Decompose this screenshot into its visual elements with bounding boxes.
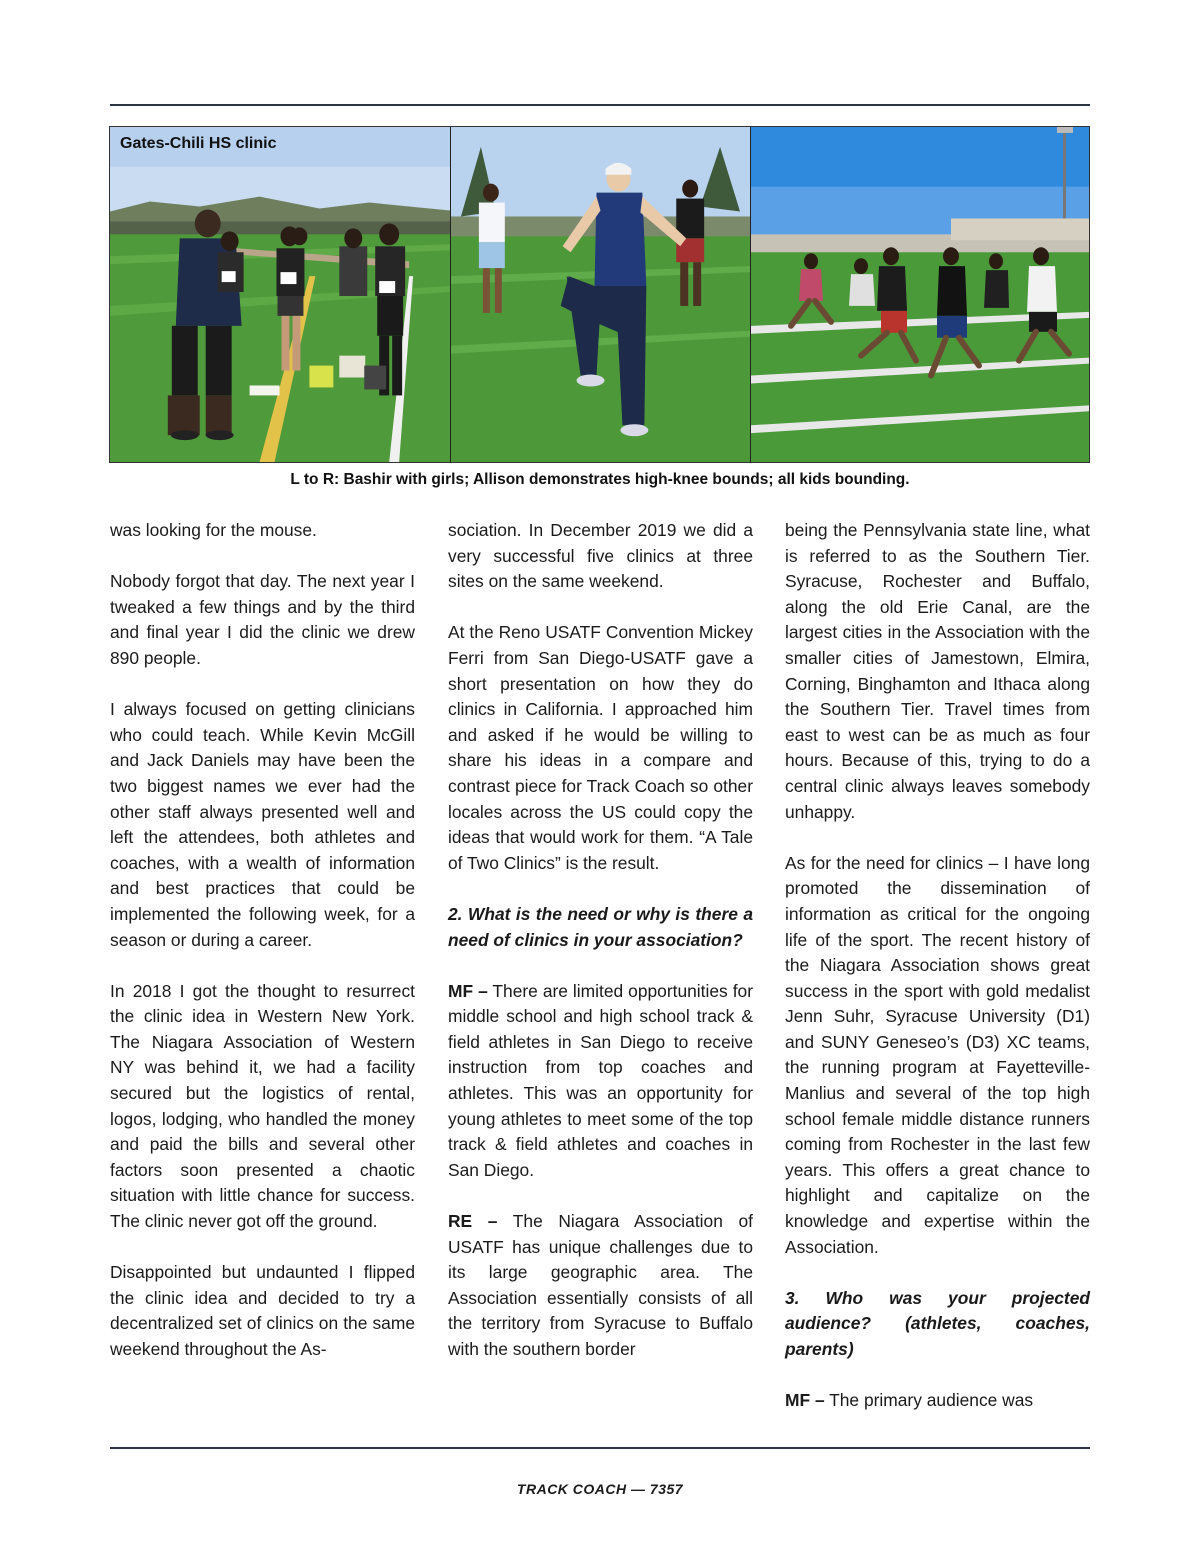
paragraph: As for the need for clinics – I have long promoted the dissemination of information as critical for the ongoing life of the sport. The recent history of the Niagara Association shows great success in the sport with gold medalist Jenn Suhr, Syracuse University (D1) and SUNY Geneseo’s (D3) XC teams, the running program at Fayetteville-Manlius and several of the top high school female middle distance runners coming from Rochester in the last few years. This offers a great chance to highlight and capitalize on the knowledge and expertise within the Association. xyxy=(785,852,1090,1257)
photo-label: Gates-Chili HS clinic xyxy=(120,135,277,152)
photo-allison-high-knee xyxy=(451,127,751,462)
interview-question: 2. What is the need or why is there a need of clinics in your association? xyxy=(448,903,753,950)
answer-paragraph xyxy=(448,979,753,1184)
paragraph: Disappointed but undaunted I flipped the clinic idea and decided to try a decentralized set of clinics on the same weekend throughout the As- xyxy=(110,1262,415,1359)
answer-text: The Niagara Association of USATF has unique challenges due to its large geographic area. The Association essentially consists of all the territory from Syracuse to Buffalo with the southern border xyxy=(448,1211,753,1359)
photo-kids-image xyxy=(751,127,1089,462)
answer-text: The primary audience was xyxy=(824,1390,1034,1411)
bottom-rule xyxy=(110,1447,1090,1449)
answer-paragraph xyxy=(785,1388,1090,1414)
answer-text: There are limited opportunities for middle school and high school track & field athletes in San Diego to receive instruction from top coaches and athletes. This was an opportunity for young athletes to meet some of the top track & field athletes and coaches in San Diego. xyxy=(448,980,753,1180)
interview-question: 3. Who was your projected audience? (athletes, coaches, parents) xyxy=(785,1287,1090,1359)
paragraph: At the Reno USATF Convention Mickey Ferri from San Diego-USATF gave a short presentation on how they do clinics in California. I approached him and asked if he would be willing to share his ideas in a compare and contrast piece for Track Coach so other locales across the US could copy the ideas that would work for them. “A Tale of Two Clinics” is the result. xyxy=(448,622,753,873)
text-column-2 xyxy=(448,518,753,1388)
paragraph: In 2018 I got the thought to resurrect the clinic idea in Western New York. The Niagara Association of Western NY was behind it, we had a facility secured but the logistics of rental, logos, lodging, who handled the money and paid the bills and several other factors soon presented a chaotic situation with little chance for success. The clinic never got off the ground. xyxy=(110,980,415,1232)
paragraph: sociation. In December 2019 we did a very successful five clinics at three sites on the same weekend. xyxy=(448,520,753,592)
answer-paragraph xyxy=(448,1209,753,1363)
text-column-3 xyxy=(785,518,1090,1439)
photo-kids-bounding xyxy=(751,127,1089,462)
page-footer: TRACK COACH — 7357 xyxy=(516,1481,684,1497)
photo-bashir-with-girls xyxy=(110,127,451,462)
photo-allison-image xyxy=(451,127,750,462)
paragraph: was looking for the mouse. xyxy=(110,520,317,540)
top-rule xyxy=(110,104,1090,106)
paragraph: being the Pennsylvania state line, what is referred to as the Southern Tier. Syracuse, Rochester and Buffalo, along the old Erie Canal, are the largest cities in the Association with the smaller cities of Jamestown, Elmira, Corning, Binghamton and Ithaca along the Southern Tier. Travel times from east to west can be as much as four hours. Because of this, trying to do a central clinic always leaves somebody unhappy. xyxy=(785,520,1090,822)
speaker-initials: MF – xyxy=(785,1390,825,1411)
speaker-initials: MF – xyxy=(448,980,488,1001)
photo-strip xyxy=(109,126,1090,463)
text-column-1 xyxy=(110,518,415,1388)
paragraph: I always focused on getting clinicians who could teach. While Kevin McGill and Jack Daniels may have been the two biggest names we ever had the other staff always presented well and left the attendees, both athletes and coaches, with a wealth of information and best practices that could be implemented the following week, for a season or during a career. xyxy=(110,699,415,950)
speaker-initials: RE – xyxy=(448,1211,498,1232)
photo-caption: L to R: Bashir with girls; Allison demonstrates high-knee bounds; all kids bounding. xyxy=(290,471,910,488)
paragraph: Nobody forgot that day. The next year I tweaked a few things and by the third and final year I did the clinic we drew 890 people. xyxy=(110,571,415,668)
photo-bashir-image xyxy=(110,127,450,462)
